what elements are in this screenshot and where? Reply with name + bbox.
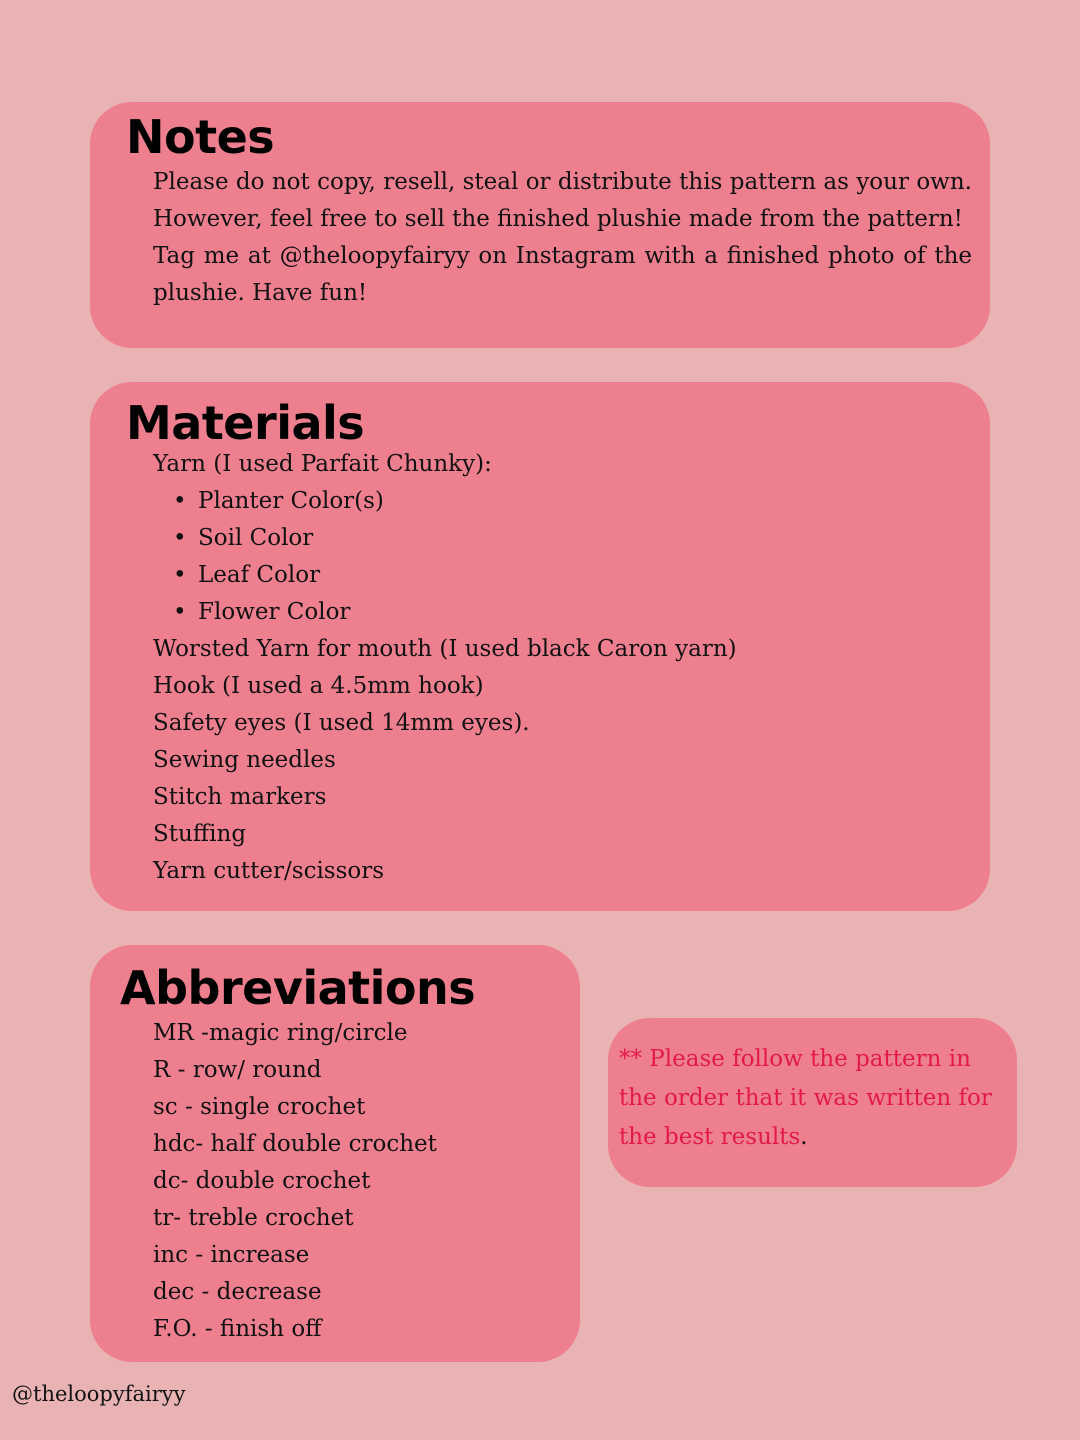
list-item: • Soil Color [153, 520, 972, 557]
list-item: Worsted Yarn for mouth (I used black Caron yarn) [153, 636, 737, 662]
materials-yarn-label: Yarn (I used Parfait Chunky): [153, 451, 492, 477]
tip-card [608, 1018, 1017, 1187]
notes-paragraph-1: Please do not copy, resell, steal or distribute this pattern as your own. However, feel free to sell the finished plushie made from the pattern! [153, 169, 972, 232]
list-item: Stitch markers [153, 784, 327, 810]
abbreviations-list [120, 1015, 562, 1348]
list-item: F.O. - finish off [153, 1316, 322, 1342]
materials-card [90, 382, 990, 911]
abbreviations-heading: Abbreviations [120, 961, 476, 1015]
list-item: • Leaf Color [153, 557, 972, 594]
list-item: Yarn cutter/scissors [153, 858, 385, 884]
list-item: dec - decrease [153, 1279, 322, 1305]
tip-text: ** Please follow the pattern in the order that it was written for the best results [619, 1046, 992, 1150]
notes-card [90, 102, 990, 348]
materials-list [126, 446, 972, 890]
list-item: MR -magic ring/circle [153, 1020, 408, 1046]
notes-heading: Notes [126, 110, 275, 164]
footer-handle: @theloopyfairyy [12, 1382, 186, 1406]
materials-heading: Materials [126, 396, 365, 450]
list-item: sc - single crochet [153, 1094, 366, 1120]
list-item: R - row/ round [153, 1057, 322, 1083]
list-item: inc - increase [153, 1242, 310, 1268]
list-item: • Planter Color(s) [153, 483, 972, 520]
abbreviations-card [90, 945, 580, 1362]
bullet-icon: • [173, 562, 187, 588]
list-item: tr- treble crochet [153, 1205, 354, 1231]
list-item: hdc- half double crochet [153, 1131, 437, 1157]
list-item: dc- double crochet [153, 1168, 371, 1194]
tip-period: . [800, 1124, 808, 1150]
list-item: Safety eyes (I used 14mm eyes). [153, 710, 530, 736]
list-item: Sewing needles [153, 747, 336, 773]
bullet-icon: • [173, 599, 187, 625]
list-item: Hook (I used a 4.5mm hook) [153, 673, 484, 699]
notes-paragraph-2: Tag me at @theloopyfairyy on Instagram with a finished photo of the plushie. Have fun! [153, 243, 972, 306]
list-item: Stuffing [153, 821, 247, 847]
bullet-icon: • [173, 525, 187, 551]
bullet-icon: • [173, 488, 187, 514]
list-item: • Flower Color [153, 594, 972, 631]
